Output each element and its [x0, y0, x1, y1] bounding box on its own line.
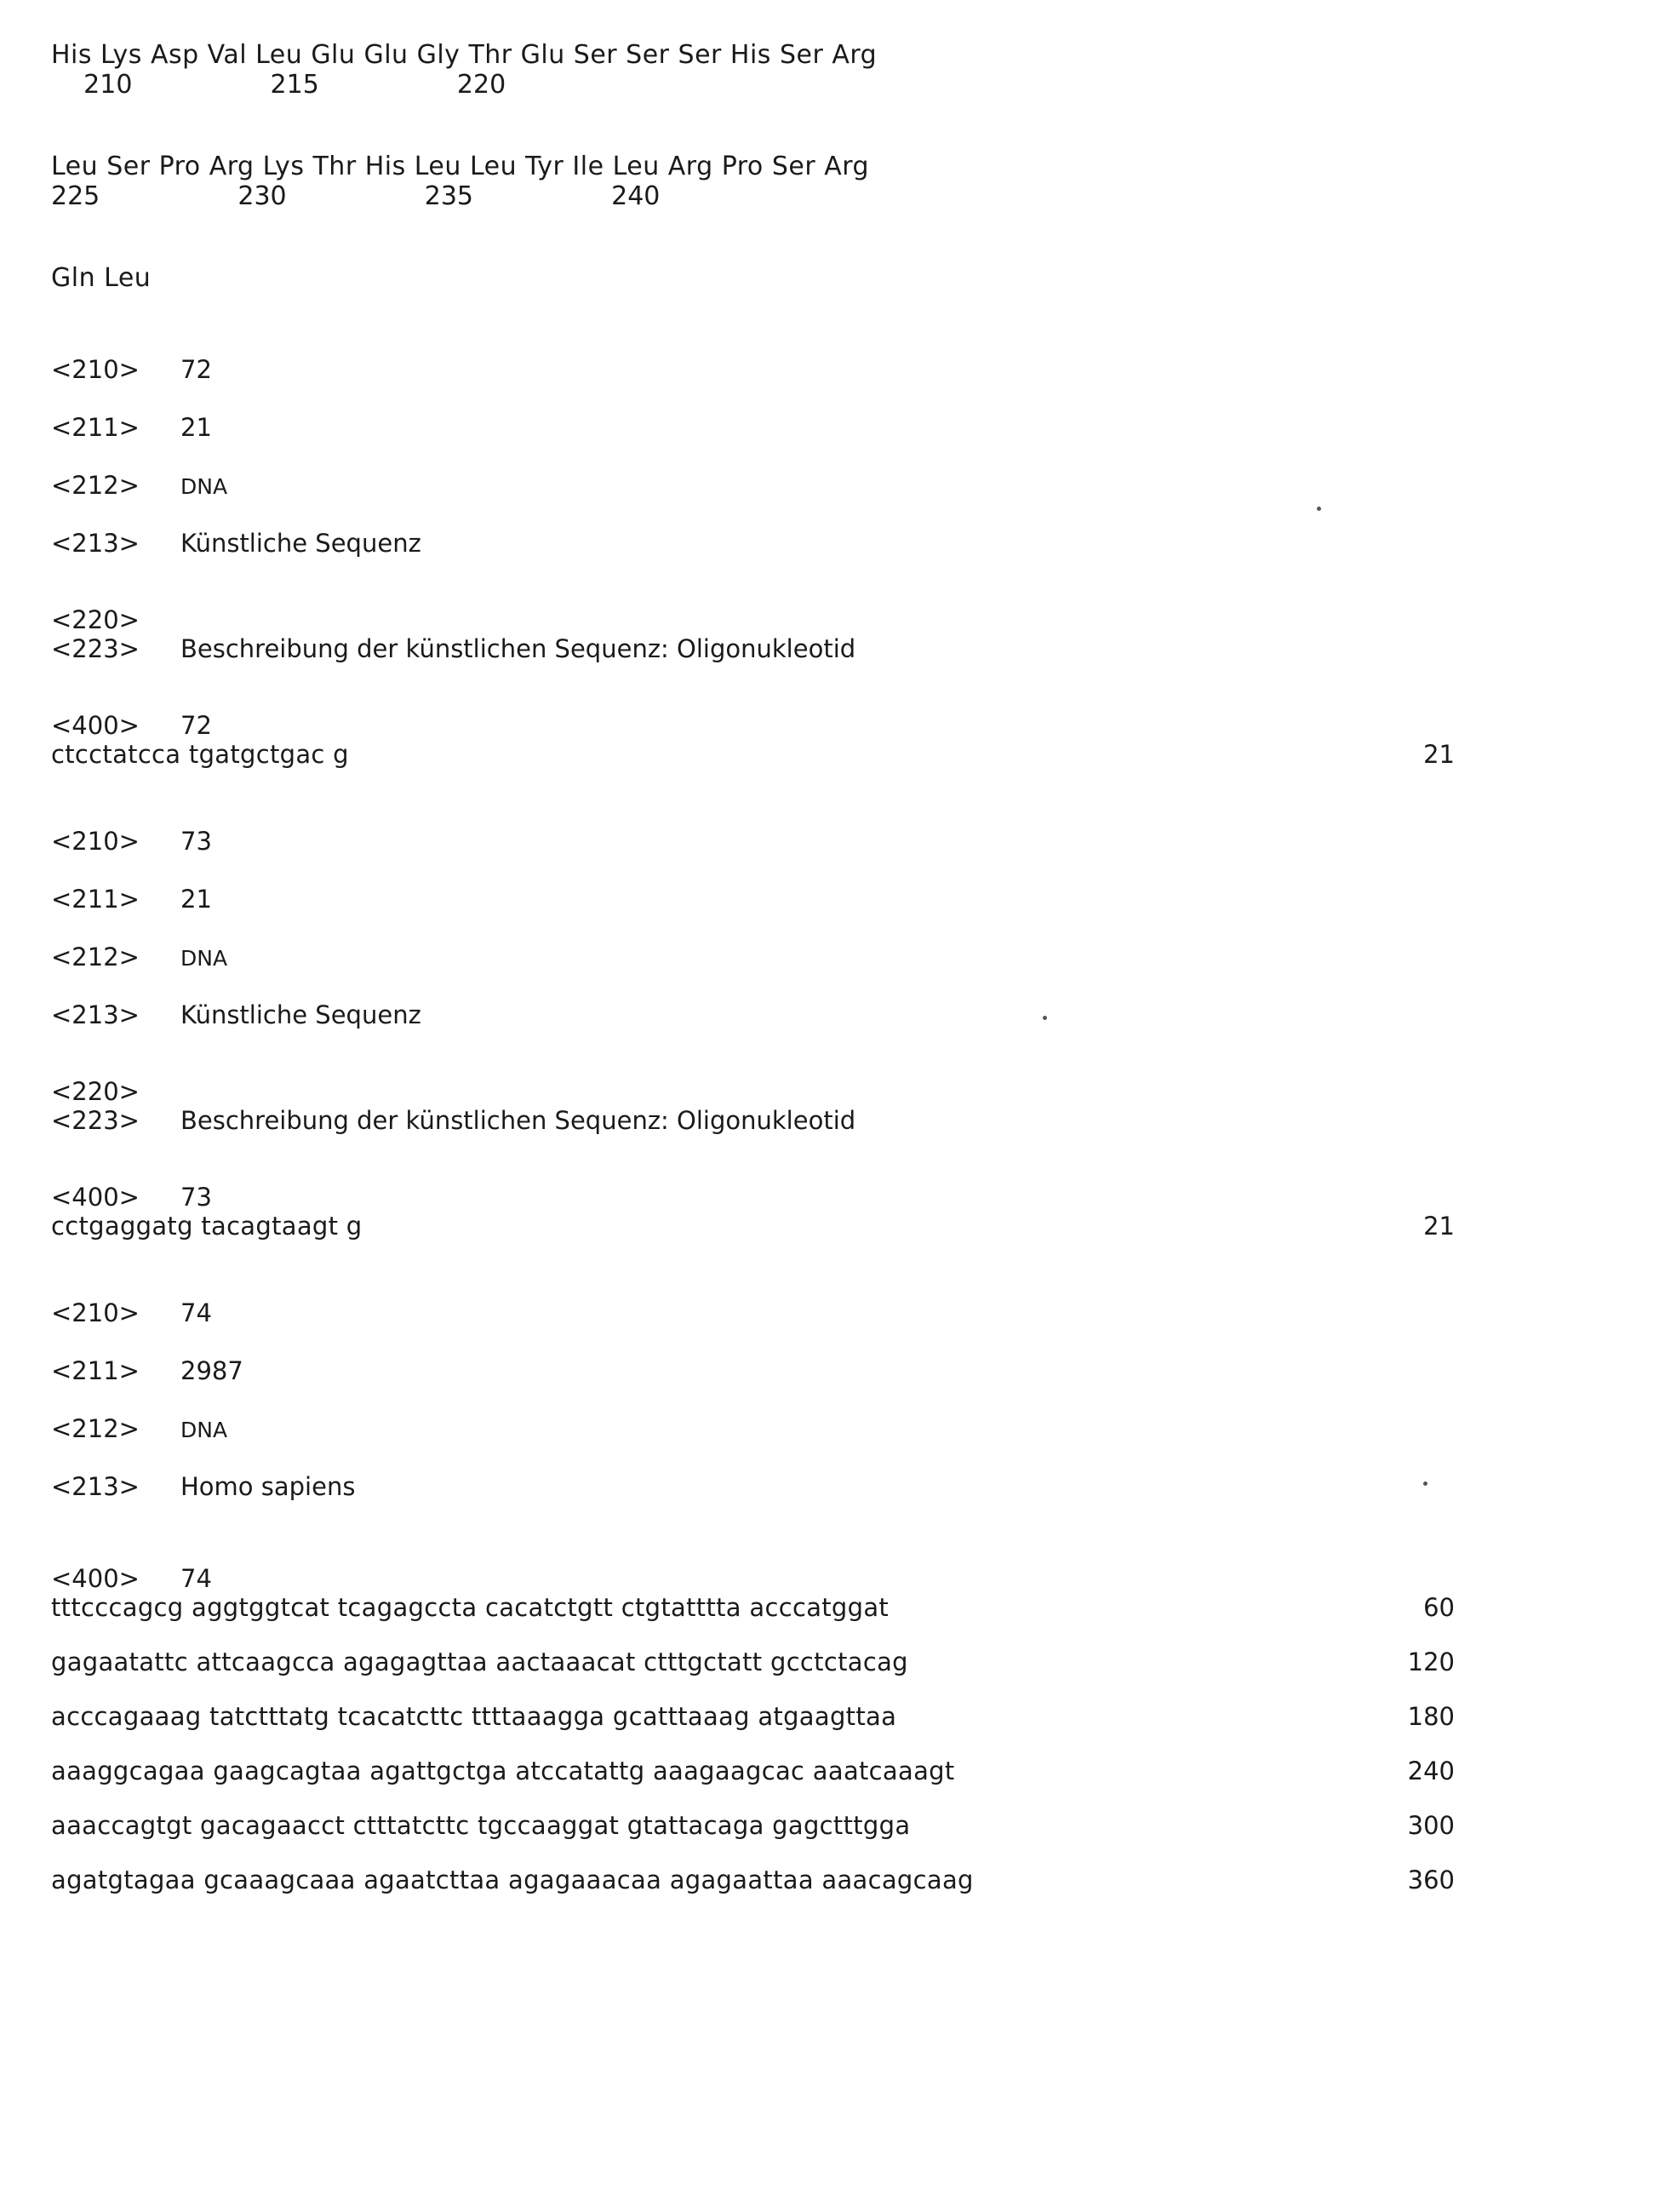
field-value: 2987: [180, 1355, 243, 1385]
sequence-line: [51, 1756, 1591, 1785]
field-value: DNA: [180, 945, 228, 971]
field-400: [51, 711, 1591, 740]
field-tag: <212>: [51, 942, 140, 971]
field-tag: <220>: [51, 605, 140, 634]
field-tag: <211>: [51, 412, 140, 442]
spacer: [51, 294, 1591, 355]
field-value: Künstliche Sequenz: [180, 1000, 421, 1029]
field-223: [51, 1106, 1591, 1135]
field-212: [51, 1414, 1591, 1443]
field-value: DNA: [180, 1417, 228, 1442]
field-value: 74: [180, 1563, 212, 1593]
spacer: [51, 587, 1591, 605]
sequence-text: aaaccagtgt gacagaacct ctttatcttc tgccaaggat gtattacaga gagctttgga: [51, 1810, 911, 1840]
sequence-position: 21: [1423, 739, 1455, 769]
field-212: [51, 471, 1591, 500]
field-tag: <211>: [51, 1355, 140, 1385]
spacer: [51, 1058, 1591, 1077]
sequence-position: 60: [1423, 1592, 1455, 1622]
sequence-text: acccagaaag tatctttatg tcacatcttc ttttaaagga gcatttaaag atgaagttaa: [51, 1701, 897, 1731]
field-tag: <210>: [51, 826, 140, 856]
field-tag: <212>: [51, 1413, 140, 1443]
spacer: [51, 1530, 1591, 1564]
sequence-position: 180: [1407, 1701, 1455, 1731]
field-tag: <220>: [51, 1076, 140, 1106]
field-value: 72: [180, 710, 212, 740]
sequence-position: 240: [1407, 1756, 1455, 1785]
spacer: [51, 211, 1591, 264]
sequence-line: [51, 1865, 1591, 1894]
field-tag: <210>: [51, 354, 140, 384]
sequence-entry-74: [51, 1298, 1591, 1894]
protein-residue-numbers: 225 230 235 240: [51, 181, 661, 211]
sequence-text: ctcctatcca tgatgctgac g: [51, 739, 349, 769]
sequence-line: [51, 1212, 1591, 1241]
field-value: 74: [180, 1298, 212, 1327]
field-210: [51, 355, 1591, 384]
protein-residue-row: Gln Leu: [51, 263, 152, 293]
field-value: 72: [180, 354, 212, 384]
field-213: [51, 529, 1591, 558]
field-tag: <211>: [51, 884, 140, 914]
field-value: Homo sapiens: [180, 1471, 356, 1501]
sequence-text: agatgtagaa gcaaagcaaa agaatcttaa agagaaacaa agagaattaa aaacagcaag: [51, 1865, 974, 1894]
sequence-text: tttcccagcg aggtggtcat tcagagccta cacatctgtt ctgtatttta acccatggat: [51, 1592, 890, 1622]
field-220: [51, 605, 1591, 634]
protein-residue-row: Leu Ser Pro Arg Lys Thr His Leu Leu Tyr Ile Leu Arg Pro Ser Arg: [51, 152, 870, 181]
sequence-entry-72: [51, 355, 1591, 769]
field-220: [51, 1077, 1591, 1106]
spacer: [51, 692, 1591, 711]
protein-residue-numbers: 210 215 220: [51, 69, 506, 100]
field-value: 73: [180, 1182, 212, 1212]
field-tag: <213>: [51, 1471, 140, 1501]
sequence-line: [51, 1811, 1591, 1840]
sequence-text: cctgaggatg tacagtaagt g: [51, 1211, 363, 1241]
field-213: [51, 1000, 1591, 1029]
sequence-text: gagaatattc attcaagcca agagagttaa aactaaacat ctttgctatt gcctctacag: [51, 1647, 908, 1676]
sequence-position: 300: [1407, 1810, 1455, 1840]
field-tag: <213>: [51, 1000, 140, 1029]
sequence-line: [51, 1702, 1591, 1731]
field-213: [51, 1472, 1591, 1501]
field-value: DNA: [180, 473, 228, 499]
protein-sequence-block: [51, 41, 1591, 294]
field-value: Künstliche Sequenz: [180, 528, 421, 558]
field-value: 73: [180, 826, 212, 856]
scan-artifact-dot: [1317, 507, 1321, 511]
spacer: [51, 794, 1591, 827]
field-tag: <400>: [51, 1563, 140, 1593]
scan-artifact-dot: [1043, 1016, 1047, 1020]
sequence-position: 21: [1423, 1211, 1455, 1241]
sequence-position: 360: [1407, 1865, 1455, 1894]
field-211: [51, 885, 1591, 914]
sequence-line: [51, 1648, 1591, 1676]
sequence-text: aaaggcagaa gaagcagtaa agattgctga atccatattg aaagaagcac aaatcaaagt: [51, 1756, 955, 1785]
field-value: Beschreibung der künstlichen Sequenz: Oligonukleotid: [180, 633, 856, 663]
field-212: [51, 943, 1591, 971]
field-tag: <400>: [51, 1182, 140, 1212]
field-tag: <400>: [51, 710, 140, 740]
field-400: [51, 1183, 1591, 1212]
field-tag: <210>: [51, 1298, 140, 1327]
spacer: [51, 100, 1591, 152]
field-211: [51, 413, 1591, 442]
field-223: [51, 634, 1591, 663]
field-tag: <213>: [51, 528, 140, 558]
field-211: [51, 1356, 1591, 1385]
field-400: [51, 1564, 1591, 1593]
sequence-entry-73: [51, 827, 1591, 1241]
sequence-line: [51, 1593, 1591, 1622]
spacer: [51, 1164, 1591, 1183]
field-tag: <223>: [51, 1105, 140, 1135]
protein-residue-row: His Lys Asp Val Leu Glu Glu Gly Thr Glu Ser Ser Ser His Ser Arg: [51, 40, 878, 70]
field-tag: <223>: [51, 633, 140, 663]
field-210: [51, 1298, 1591, 1327]
field-210: [51, 827, 1591, 856]
field-value: 21: [180, 884, 212, 914]
field-value: 21: [180, 412, 212, 442]
sequence-line: [51, 740, 1591, 769]
field-tag: <212>: [51, 470, 140, 500]
sequence-position: 120: [1407, 1647, 1455, 1676]
scan-artifact-dot: [1423, 1481, 1427, 1486]
spacer: [51, 1266, 1591, 1298]
field-value: Beschreibung der künstlichen Sequenz: Oligonukleotid: [180, 1105, 856, 1135]
